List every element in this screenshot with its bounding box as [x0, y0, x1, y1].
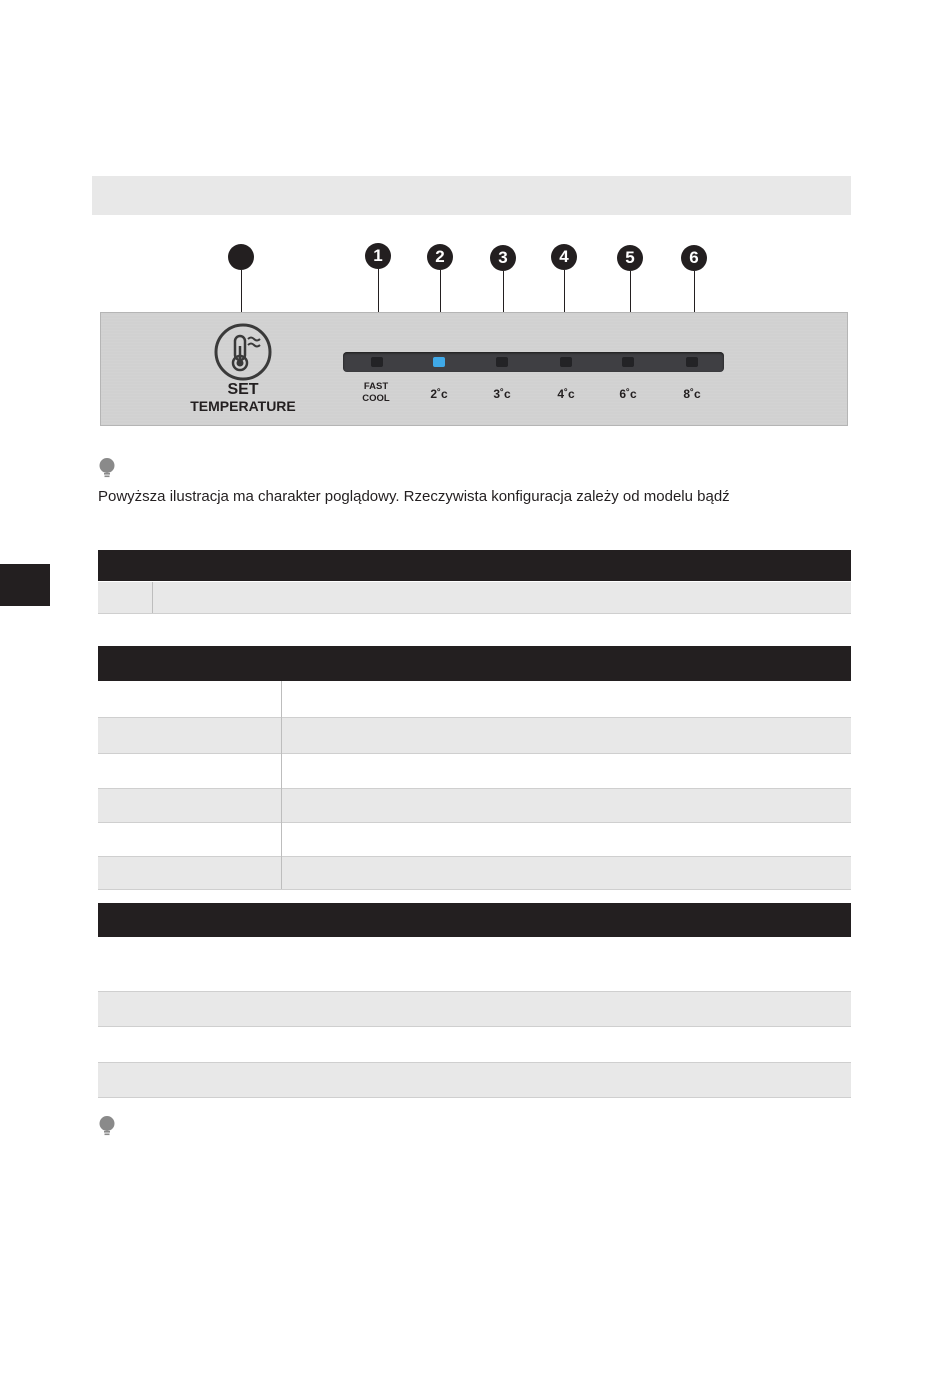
callout-marker-4: 4	[551, 244, 577, 270]
row-divider	[98, 1026, 851, 1027]
row-divider	[98, 613, 851, 614]
led-4c	[560, 357, 572, 367]
indicator-label-3c: 3˚c	[493, 387, 511, 401]
indicator-label-fast: FAST	[363, 381, 389, 392]
led-6c	[622, 357, 634, 367]
indicator-bar	[343, 352, 724, 372]
row-divider	[98, 822, 851, 823]
indicator-label-4c: 4˚c	[557, 387, 575, 401]
column-divider	[152, 582, 153, 613]
column-divider	[281, 681, 282, 889]
lightbulb-icon	[99, 458, 115, 478]
thermometer-icon[interactable]	[213, 322, 273, 382]
note-text: Powyższa ilustracja ma charakter poglądowy. Rzeczywista konfiguracja zależy od modelu bądź	[98, 488, 730, 505]
indicator-label-8c: 8˚c	[683, 387, 701, 401]
callout-marker-3: 3	[490, 245, 516, 271]
table-row	[98, 582, 851, 613]
set-label: SET	[227, 381, 259, 398]
row-divider	[98, 889, 851, 890]
temperature-label: TEMPERATURE	[190, 398, 296, 414]
led-fast-cool	[371, 357, 383, 367]
led-3c	[496, 357, 508, 367]
indicator-label-cool: COOL	[362, 393, 390, 404]
chapter-tab	[0, 564, 50, 606]
indicator-label-6c: 6˚c	[619, 387, 637, 401]
table-3-header	[98, 903, 851, 937]
row-divider	[98, 753, 851, 754]
table-row	[98, 1063, 851, 1097]
row-divider	[98, 1097, 851, 1098]
table-row	[98, 789, 851, 822]
table-1-header	[98, 550, 851, 581]
section-header-band	[92, 176, 851, 215]
led-2c	[433, 357, 445, 367]
led-8c	[686, 357, 698, 367]
callout-marker-5: 5	[617, 245, 643, 271]
table-row	[98, 718, 851, 753]
indicator-label-2c: 2˚c	[430, 387, 448, 401]
table-row	[98, 992, 851, 1026]
callout-marker-6: 6	[681, 245, 707, 271]
lightbulb-icon	[99, 1116, 115, 1136]
table-2-header	[98, 646, 851, 681]
table-row	[98, 857, 851, 889]
callout-marker-blank	[228, 244, 254, 270]
callout-marker-1: 1	[365, 243, 391, 269]
callout-marker-2: 2	[427, 244, 453, 270]
